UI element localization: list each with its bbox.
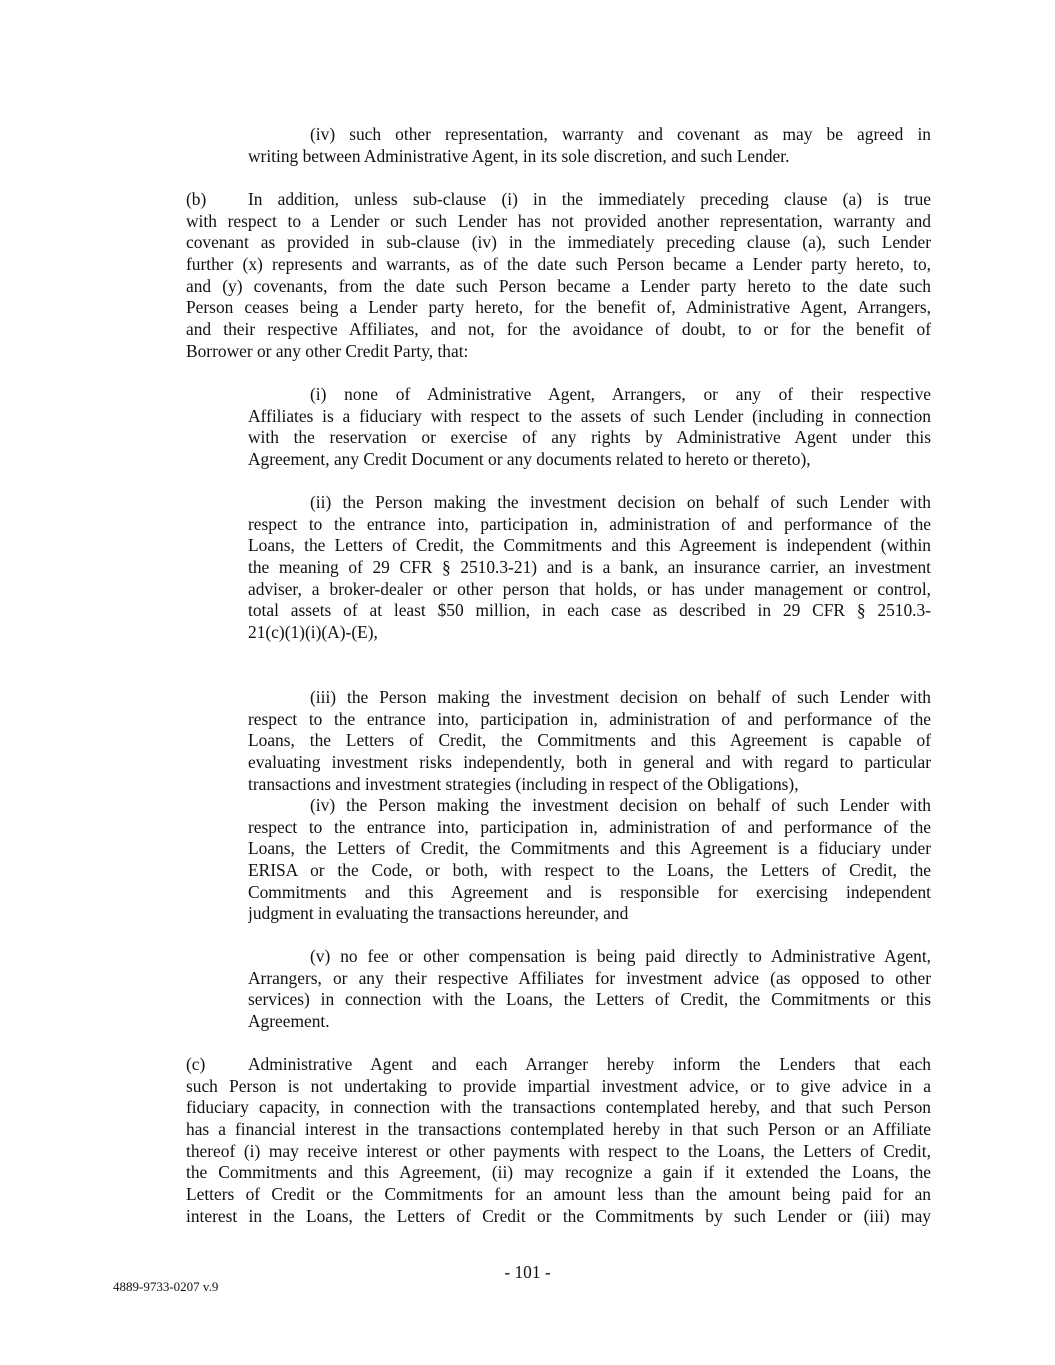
text-line [248, 406, 931, 428]
text-line [248, 838, 931, 860]
text-line [248, 752, 931, 774]
line-text: transactions and investment strategies (including in respect of the Obligations), [248, 773, 799, 794]
line-text: Affiliates is a fiduciary with respect to the assets of such Lender (including in connection [248, 405, 931, 426]
text-line [186, 254, 931, 276]
line-text: Borrower or any other Credit Party, that: [186, 340, 469, 361]
text-line [248, 600, 931, 622]
line-text: and their respective Affiliates, and not, for the avoidance of doubt, to or for the benefit of [186, 319, 931, 340]
line-text: respect to the entrance into, participation in, administration of and performance of the [248, 708, 931, 729]
line-text: such Person is not undertaking to provide impartial investment advice, or to give advice in a [186, 1075, 931, 1096]
text-line [248, 882, 931, 904]
line-text: Agreement. [248, 1011, 330, 1032]
text-line [248, 730, 931, 752]
line-text: judgment in evaluating the transactions hereunder, and [248, 903, 629, 924]
line-text: Administrative Agent and each Arranger hereby inform the Lenders that each [248, 1054, 931, 1074]
text-line [186, 1162, 931, 1184]
clause-label: (c) [186, 1054, 206, 1074]
line-text: has a financial interest in the transactions contemplated hereby in that such Person or an Affiliate [186, 1119, 931, 1140]
line-text: respect to the entrance into, participation in, administration of and performance of the [248, 816, 931, 837]
text-line [186, 189, 931, 211]
text-line [186, 297, 931, 319]
line-text: the meaning of 29 CFR § 2510.3-21) and is a bank, an insurance carrier, an investment [248, 557, 931, 578]
line-text: Agreement, any Credit Document or any documents related to hereto or thereto), [248, 449, 811, 470]
text-line [248, 384, 931, 406]
text-line [186, 1206, 931, 1228]
line-text: with respect to a Lender or such Lender has not provided another representation, warranty and [186, 210, 931, 231]
line-text: (iii) the Person making the investment decision on behalf of such Lender with [310, 687, 931, 707]
text-line [248, 795, 931, 817]
paragraph-clause-a-iv [248, 124, 931, 167]
text-line [248, 774, 931, 796]
text-line [186, 1119, 931, 1141]
paragraph-clause-b-iii [248, 687, 931, 795]
text-line [186, 341, 931, 363]
paragraph-clause-b-iv [248, 795, 931, 925]
text-line [248, 557, 931, 579]
text-line [186, 276, 931, 298]
paragraph-clause-c [186, 1054, 931, 1228]
line-text: services) in connection with the Loans, the Letters of Credit, the Commitments or this [248, 989, 931, 1010]
page-number: - 101 - [504, 1262, 551, 1282]
text-line [186, 1097, 931, 1119]
line-text: Person ceases being a Lender party hereto, for the benefit of, Administrative Agent, Arrangers, [186, 297, 931, 318]
line-text: In addition, unless sub-clause (i) in the immediately preceding clause (a) is true [248, 189, 931, 209]
line-text: (v) no fee or other compensation is being paid directly to Administrative Agent, [310, 946, 931, 966]
text-line [248, 989, 931, 1011]
text-line [248, 946, 931, 968]
paragraph-clause-b-v [248, 946, 931, 1033]
text-line [248, 579, 931, 601]
text-line [248, 709, 931, 731]
paragraph-clause-b-i [248, 384, 931, 471]
line-text: Loans, the Letters of Credit, the Commitments and this Agreement is capable of [248, 730, 931, 751]
line-text: and (y) covenants, from the date such Person became a Lender party hereto to the date such [186, 275, 931, 296]
text-line [186, 1141, 931, 1163]
line-text: total assets of at least $50 million, in each case as described in 29 CFR § 2510.3- [248, 600, 931, 621]
line-text: writing between Administrative Agent, in its sole discretion, and such Lender. [248, 145, 790, 166]
text-line [248, 1011, 931, 1033]
text-line [248, 427, 931, 449]
paragraph-clause-b-ii [248, 492, 931, 644]
clause-label: (b) [186, 189, 207, 209]
text-line [248, 903, 931, 925]
line-text: covenant as provided in sub-clause (iv) in the immediately preceding clause (a), such Lender [186, 232, 931, 253]
text-line [186, 1076, 931, 1098]
line-text: 21(c)(1)(i)(A)-(E), [248, 622, 378, 643]
line-text: thereof (i) may receive interest or other payments with respect to the Loans, the Letters of Credit, [186, 1140, 931, 1161]
line-text: Arrangers, or any their respective Affiliates for investment advice (as opposed to other [248, 967, 931, 988]
text-line [186, 211, 931, 233]
text-line [248, 124, 931, 146]
text-line [248, 492, 931, 514]
line-text: (ii) the Person making the investment decision on behalf of such Lender with [310, 492, 931, 512]
line-text: adviser, a broker-dealer or other person that holds, or has under management or control, [248, 578, 931, 599]
text-line [248, 449, 931, 471]
text-line [186, 319, 931, 341]
line-text: with the reservation or exercise of any rights by Administrative Agent under this [248, 427, 931, 448]
line-text: ERISA or the Code, or both, with respect to the Loans, the Letters of Credit, the [248, 860, 931, 881]
text-line [248, 146, 931, 168]
text-line [248, 514, 931, 536]
text-line [248, 817, 931, 839]
text-line [186, 232, 931, 254]
text-line [248, 968, 931, 990]
line-text: further (x) represents and warrants, as of the date such Person became a Lender party hereto, to, [186, 254, 931, 275]
line-text: Loans, the Letters of Credit, the Commitments and this Agreement is independent (within [248, 535, 931, 556]
text-line [186, 1054, 931, 1076]
line-text: Commitments and this Agreement and is responsible for exercising independent [248, 881, 931, 902]
line-text: fiduciary capacity, in connection with the transactions contemplated hereby, and that such Person [186, 1097, 931, 1118]
text-line [248, 622, 931, 644]
line-text: (iv) the Person making the investment decision on behalf of such Lender with [310, 795, 931, 815]
text-line [248, 535, 931, 557]
line-text: (i) none of Administrative Agent, Arrangers, or any of their respective [310, 384, 931, 404]
text-line [248, 687, 931, 709]
line-text: Loans, the Letters of Credit, the Commitments and this Agreement is a fiduciary under [248, 838, 931, 859]
line-text: (iv) such other representation, warranty and covenant as may be agreed in [310, 124, 931, 144]
line-text: evaluating investment risks independently, both in general and with regard to particular [248, 752, 931, 773]
line-text: interest in the Loans, the Letters of Credit or the Commitments by such Lender or (iii) may [186, 1205, 931, 1226]
line-text: Letters of Credit or the Commitments for an amount less than the amount being paid for an [186, 1184, 931, 1205]
document-id: 4889-9733-0207 v.9 [113, 1279, 219, 1294]
paragraph-clause-b [186, 189, 931, 363]
line-text: respect to the entrance into, participation in, administration of and performance of the [248, 513, 931, 534]
line-text: the Commitments and this Agreement, (ii) may recognize a gain if it extended the Loans, the [186, 1162, 931, 1183]
text-line [186, 1184, 931, 1206]
text-line [248, 860, 931, 882]
